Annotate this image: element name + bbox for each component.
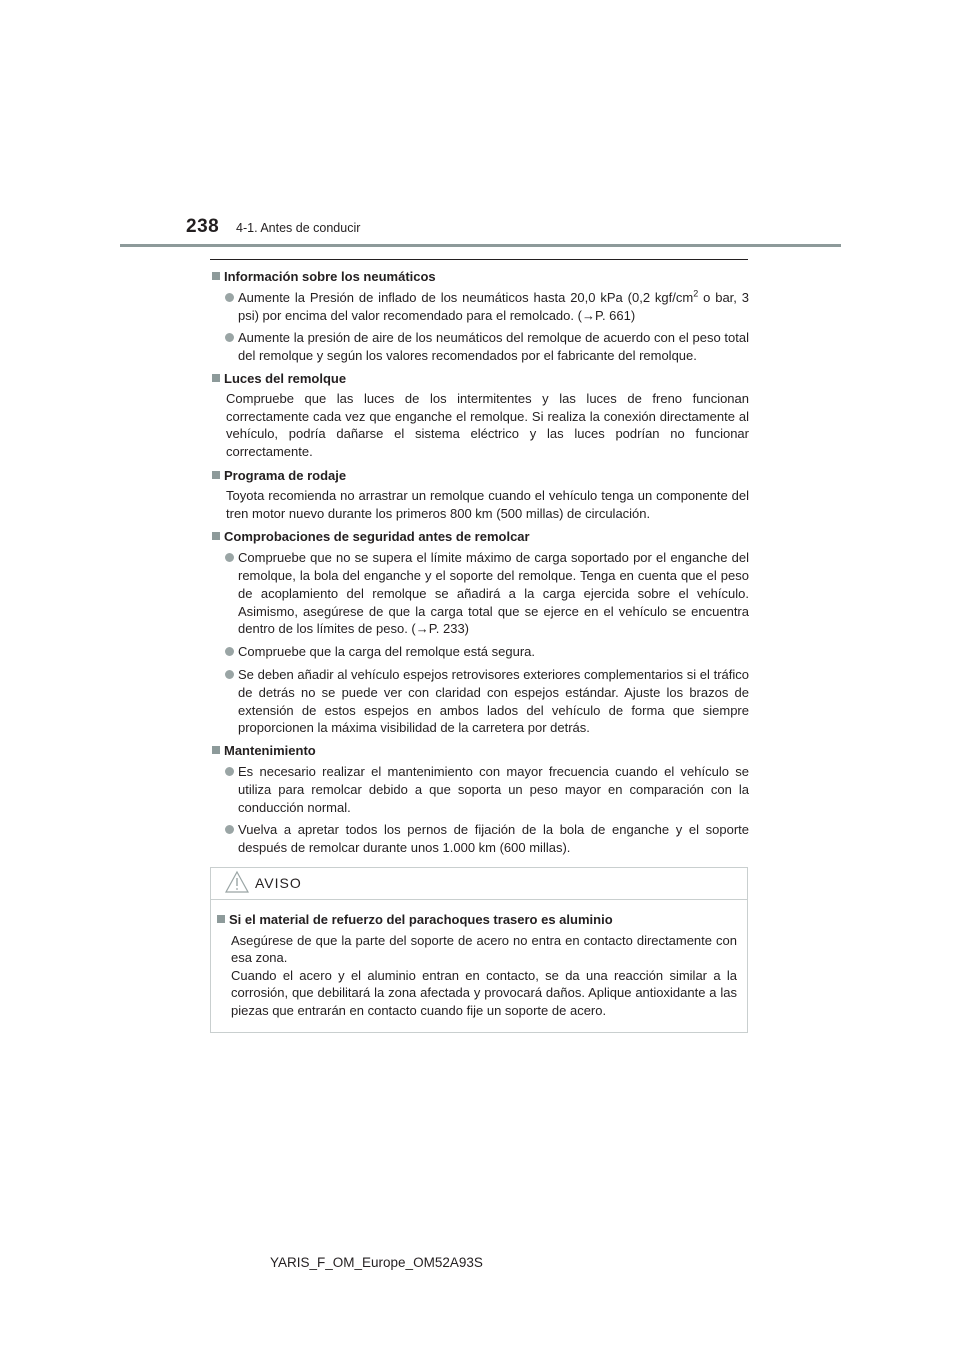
circle-bullet-icon xyxy=(225,293,234,302)
circle-bullet-icon xyxy=(225,647,234,656)
square-bullet-icon xyxy=(212,272,220,280)
section-break-in xyxy=(211,467,749,522)
bullet-text: Aumente la presión de aire de los neumáticos del remolque de acuerdo con el peso total del remolque y según los valores recomendados por el fabricante del remolque. xyxy=(238,330,749,364)
section-maintenance xyxy=(211,742,749,857)
section-heading-text: Programa de rodaje xyxy=(224,467,347,483)
circle-bullet-icon xyxy=(225,825,234,834)
main-content xyxy=(211,268,749,862)
bullet-text: Vuelva a apretar todos los pernos de fijación de la bola de enganche y el soporte después de remolcar durante unos 1.000 km (600 millas). xyxy=(238,822,749,856)
circle-bullet-icon xyxy=(225,670,234,679)
section-body-text: Compruebe que las luces de los intermitentes y las luces de freno funcionan correctamente cada vez que enganche el remolque. Si realiza la conexión directamente al vehículo, podría dañarse el sistema eléctrico y las luces podrían no funcionar correctamente. xyxy=(226,390,749,460)
list-item xyxy=(211,329,749,365)
warning-text-1: Asegúrese de que la parte del soporte de acero no entra en contacto directamente con esa zona. xyxy=(231,932,737,966)
content-rule xyxy=(210,259,748,260)
circle-bullet-icon xyxy=(225,767,234,776)
list-item xyxy=(211,643,749,661)
section-heading xyxy=(211,528,749,546)
footer-document-code: YARIS_F_OM_Europe_OM52A93S xyxy=(270,1255,483,1270)
bullet-text: Se deben añadir al vehículo espejos retrovisores exteriores complementarios si el tráfico de detrás no se puede ver con claridad con espejos estándar. Ajuste los brazos de extensión de estos espejos en ambos lados del vehículo de forma que siempre proporcionen la máxima visibilidad de la carretera por detrás. xyxy=(238,666,749,736)
section-heading xyxy=(211,467,749,485)
square-bullet-icon xyxy=(217,915,225,923)
header-rule xyxy=(120,244,841,247)
list-item xyxy=(211,821,749,857)
list-item xyxy=(211,763,749,816)
section-heading xyxy=(211,268,749,286)
square-bullet-icon xyxy=(212,532,220,540)
list-item xyxy=(211,666,749,737)
circle-bullet-icon xyxy=(225,553,234,562)
square-bullet-icon xyxy=(212,374,220,382)
section-heading xyxy=(211,742,749,760)
warning-title: AVISO xyxy=(255,875,302,891)
warning-box xyxy=(210,867,748,1033)
bullet-text: Es necesario realizar el mantenimiento con mayor frecuencia cuando el vehículo se utiliza para remolcar debido a que soporta un peso mayor en comparación con la conducción normal. xyxy=(238,763,749,815)
circle-bullet-icon xyxy=(225,333,234,342)
section-heading-text: Información sobre los neumáticos xyxy=(224,269,436,284)
bullet-text: Compruebe que la carga del remolque está segura. xyxy=(238,644,536,660)
section-trailer-lights xyxy=(211,370,749,461)
bullet-text: Compruebe que no se supera el límite máximo de carga soportado por el enganche del remolque, la bola del enganche y el soporte del remolque. Tenga en cuenta que el peso de acoplamiento del remolque se añadirá a la carga ejercida sobre el vehículo. Asimismo, asegúrese de que la carga total que se ejerce en el vehículo se encuentra dentro de los límites de peso. (→P. 233) xyxy=(238,550,749,637)
section-heading-text: Luces del remolque xyxy=(224,370,347,386)
section-heading-text: Mantenimiento xyxy=(224,743,316,759)
section-tire-info xyxy=(211,268,749,365)
superscript: 2 xyxy=(693,288,699,299)
section-safety-checks xyxy=(211,528,749,737)
warning-triangle-icon xyxy=(225,870,249,899)
section-heading xyxy=(211,370,749,388)
section-heading-text: Comprobaciones de seguridad antes de remolcar xyxy=(224,529,530,545)
bullet-text-post: o bar, 3 psi) por encima del valor recomendado para el remolcado. (→P. 661) xyxy=(238,289,749,323)
section-body-text: Toyota recomienda no arrastrar un remolque cuando el vehículo tenga un componente del tren motor nuevo durante los primeros 800 km (500 millas) de circulación. xyxy=(226,487,749,521)
list-item xyxy=(211,549,749,638)
section-header: 4-1. Antes de conducir xyxy=(236,221,361,235)
page-number: 238 xyxy=(186,216,220,237)
warning-heading xyxy=(215,911,737,929)
bullet-text-pre: Aumente la Presión de inflado de los neumáticos hasta 20,0 kPa (0,2 kgf/cm xyxy=(238,289,694,305)
square-bullet-icon xyxy=(212,746,220,754)
warning-header xyxy=(211,868,747,900)
warning-body xyxy=(211,900,747,1020)
warning-text-2: Cuando el acero y el aluminio entran en contacto, se da una reacción similar a la corrosión, que debilitará la zona afectada y provocará daños. Aplique antioxidante a las piezas que entrarán en contacto cuando fije un soporte de acero. xyxy=(231,967,737,1018)
square-bullet-icon xyxy=(212,471,220,479)
list-item xyxy=(211,289,749,325)
warning-heading-text: Si el material de refuerzo del parachoques trasero es aluminio xyxy=(229,912,613,927)
